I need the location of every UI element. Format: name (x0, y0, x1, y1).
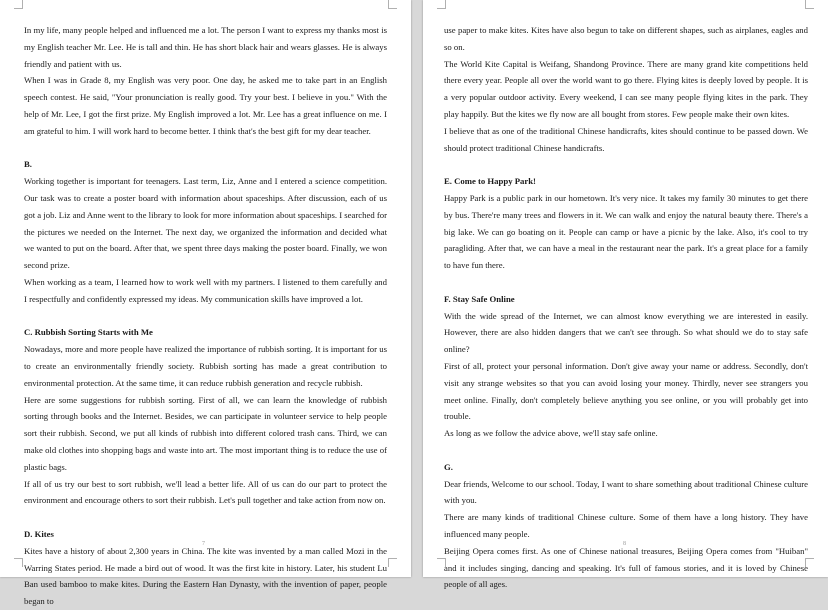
paragraph: The World Kite Capital is Weifang, Shandong Province. There are many grand kite competitions held there every year. People all over the world want to go there. Flying kites is deeply loved by people. It is a very popular outdoor activity. Every weekend, I can see many people flying kites in the park. They play happily. But the kites we fly now are all bought from stores. Few people make their own kites. (444, 58, 808, 119)
paragraph: Dear friends, Welcome to our school. Today, I want to share something about traditional Chinese culture with you. (444, 478, 808, 506)
document-page-right (423, 0, 828, 590)
section-heading: F. Stay Safe Online (444, 293, 515, 304)
page-number: 7 (202, 541, 205, 547)
page-text-left[interactable] (24, 22, 387, 610)
paragraph: First of all, protect your personal information. Don't give away your name or address. Secondly, don't visit any strange websites so that you can avoid losing your money. Thirdly, never see strangers you meet online. Finally, don't completely believe anything you see online, or you will probably get into trouble. (444, 360, 808, 422)
paragraph: Happy Park is a public park in our hometown. It's very nice. It takes my family 30 minutes to get there by bus. There're many trees and flowers in it. We can walk and enjoy the natural beauty there. There's a big lake. We can go boating on it. People can camp or have a picnic by the lake. Also, it's cool to try paragliding. After that, we can have a meal in the restaurant near the park. It's a great place for a family to have fun there. (444, 192, 808, 271)
page-text-right[interactable] (444, 22, 808, 593)
paragraph: When working as a team, I learned how to work well with my partners. I listened to them carefully and I respectfully and confidently expressed my ideas. My communication skills have improved a lot. (24, 276, 387, 304)
document-page-left (0, 0, 411, 607)
paragraph: In my life, many people helped and influenced me a lot. The person I want to express my thanks most is my English teacher Mr. Lee. He is tall and thin. He has short black hair and wears glasses. He is always friendly and patient with us. (24, 25, 387, 69)
paragraph: Beijing Opera comes first. As one of Chinese national treasures, Beijing Opera comes from "Huiban" and it includes singing, dancing and speaking. It's full of famous stories, and it is loved by Chinese people of all ages. (444, 545, 808, 590)
section-heading: D. Kites (24, 528, 54, 539)
paragraph: Nowadays, more and more people have realized the importance of rubbish sorting. It is important for us to create an environmentally friendly society. Rubbish sorting has made a great contribution to environmental protection. At the same time, it can reduce rubbish generation and recycle rubbish. (24, 344, 387, 388)
margin-corner-mark (437, 0, 446, 9)
paragraph: Here are some suggestions for rubbish sorting. First of all, we can learn the knowledge of rubbish sorting through books and the Internet. Besides, we can participate in volunteer service to help people sort their rubbish. Second, we put all kinds of rubbish into different colored trash cans. Third, we can make old clothes into shopping bags and waste into art. The most important thing is to reduce the use of plastic bags. (24, 394, 387, 472)
paragraph: Working together is important for teenagers. Last term, Liz, Anne and I entered a science competition. Our task was to create a poster board with information about spaceships. After discussion, each of us got a job. Liz and Anne went to the library to look for more information about spaceships. I searched for the pictures we needed on the Internet. The next day, we organized the information and decided what we wanted to put on the board. After that, we spent three days making the poster board. Finally, we won second prize. (24, 176, 387, 271)
section-heading: B. (24, 159, 32, 170)
margin-corner-mark (14, 558, 23, 567)
paragraph: Kites have a history of about 2,300 years in China. The kite was invented by a man called Mozi in the Warring States period. He made a bird out of wood. It was the first kite in history. Later, his student Lu Ban used bamboo to make kites. During the Eastern Han Dynasty, with the invention of paper, people began to (24, 545, 387, 607)
paragraph: As long as we follow the advice above, we'll stay safe online. (444, 428, 658, 439)
paragraph: I believe that as one of the traditional Chinese handicrafts, kites should continue to be passed down. We should protect traditional Chinese handicrafts. (444, 125, 808, 153)
paragraph: When I was in Grade 8, my English was very poor. One day, he asked me to take part in an English speech contest. He said, "Your pronunciation is really good. Try your best. I believe in you." With the help of Mr. Lee, I got the first prize. My English improved a lot. Mr. Lee has a great influence on me. I am grateful to him. I will work hard to become better. I think that's the best gift for my dear teacher. (24, 75, 387, 136)
page-number: 8 (623, 541, 626, 547)
section-heading: E. Come to Happy Park! (444, 176, 536, 187)
margin-corner-mark (805, 0, 814, 9)
margin-corner-mark (388, 558, 397, 567)
margin-corner-mark (388, 0, 397, 9)
section-heading: C. Rubbish Sorting Starts with Me (24, 327, 153, 338)
paragraph: use paper to make kites. Kites have also begun to take on different shapes, such as airplanes, eagles and so on. (444, 25, 808, 52)
paragraph: There are many kinds of traditional Chinese culture. Some of them have a long history. They have influenced many people. (444, 512, 808, 539)
paragraph: If all of us try our best to sort rubbish, we'll lead a better life. All of us can do our part to protect the environment and encourage others to sort their rubbish. Let's pull together and take action from now on. (24, 478, 387, 506)
paragraph: With the wide spread of the Internet, we can almost know everything we are interested in easily. However, there are also hidden dangers that we can't see through. So what should we do to stay safe online? (444, 310, 808, 355)
section-heading: G. (444, 461, 453, 472)
margin-corner-mark (14, 0, 23, 9)
